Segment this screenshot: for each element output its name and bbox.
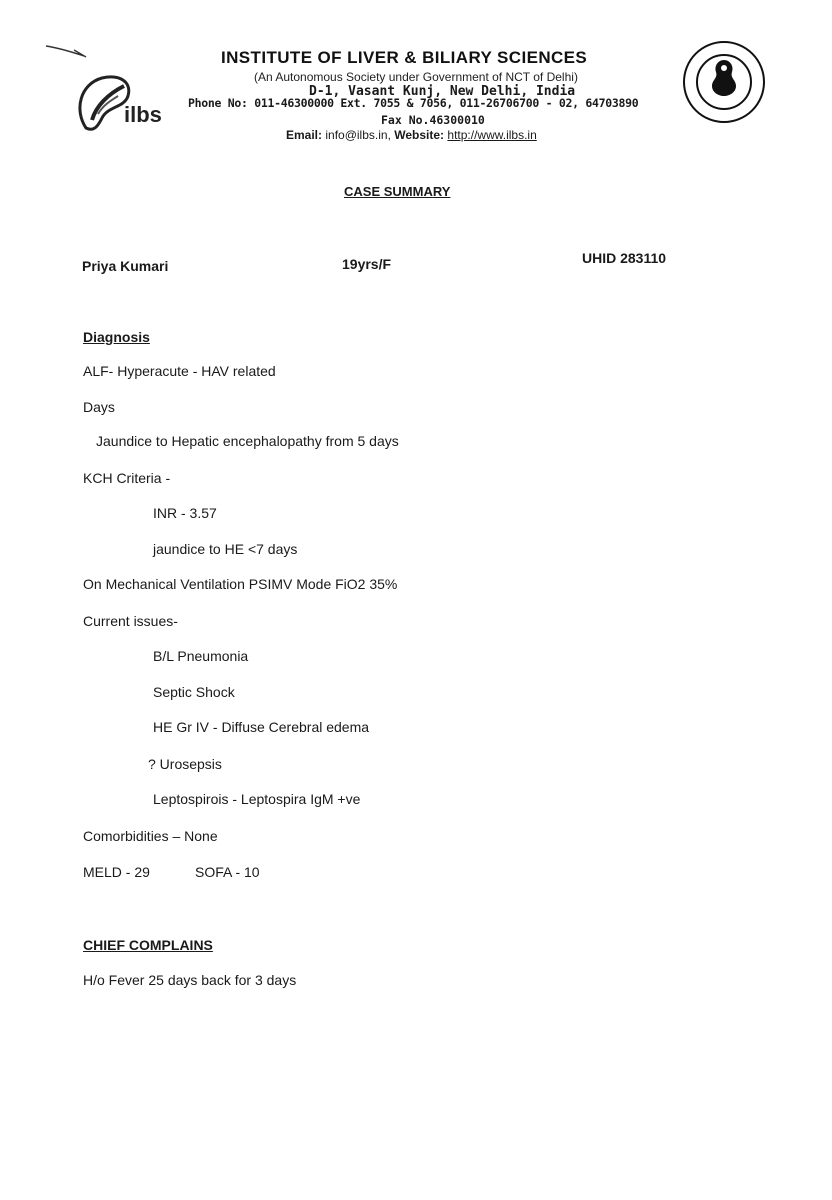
diagnosis-line: KCH Criteria - xyxy=(83,470,171,486)
patient-age-sex: 19yrs/F xyxy=(342,256,392,272)
seal-text: NABH xyxy=(712,96,736,105)
diagnosis-line: Comorbidities – None xyxy=(83,828,218,844)
diagnosis-line: Current issues- xyxy=(83,613,178,629)
chief-complaint-line: H/o Fever 25 days back for 3 days xyxy=(83,972,297,988)
website-link[interactable]: http://www.ilbs.in xyxy=(447,128,537,142)
website-label: Website: xyxy=(394,128,445,142)
diagnosis-heading: Diagnosis xyxy=(83,329,150,345)
diagnosis-line: On Mechanical Ventilation PSIMV Mode FiO2 35% xyxy=(83,576,398,592)
chief-complaints-heading: CHIEF COMPLAINS xyxy=(83,937,213,953)
diagnosis-line: jaundice to HE <7 days xyxy=(153,541,298,557)
institute-address: D-1, Vasant Kunj, New Delhi, India xyxy=(309,84,576,99)
pen-stroke-mark xyxy=(44,40,94,60)
nabh-seal-icon xyxy=(682,40,766,124)
diagnosis-line: Jaundice to Hepatic encephalopathy from 5 days xyxy=(96,433,399,449)
institute-phone: Phone No: 011-46300000 Ext. 7055 & 7056, 011-26706700 - 02, 64703890 xyxy=(188,96,639,110)
institute-subtitle: (An Autonomous Society under Government of NCT of Delhi) xyxy=(254,70,578,84)
email-value: info@ilbs.in, xyxy=(325,128,391,142)
diagnosis-line: HE Gr IV - Diffuse Cerebral edema xyxy=(153,719,370,735)
institute-fax: Fax No.46300010 xyxy=(381,113,485,127)
diagnosis-line: Septic Shock xyxy=(153,684,235,700)
patient-name: Priya Kumari xyxy=(82,258,169,274)
sofa-score: SOFA - 10 xyxy=(195,864,260,880)
patient-uhid: UHID 283110 xyxy=(582,250,667,266)
logo-text: ilbs xyxy=(124,102,162,127)
diagnosis-line: INR - 3.57 xyxy=(153,505,217,521)
diagnosis-line: B/L Pneumonia xyxy=(153,648,249,664)
diagnosis-line: Days xyxy=(83,399,115,415)
diagnosis-line: ? Urosepsis xyxy=(148,756,222,772)
email-label: Email: xyxy=(286,128,323,142)
institute-contact xyxy=(286,128,537,142)
diagnosis-line: Leptospirois - Leptospira IgM +ve xyxy=(153,791,361,807)
document-title: CASE SUMMARY xyxy=(344,184,451,199)
institute-name: INSTITUTE OF LIVER & BILIARY SCIENCES xyxy=(221,48,588,67)
diagnosis-line: ALF- Hyperacute - HAV related xyxy=(83,363,276,379)
meld-score: MELD - 29 xyxy=(83,864,150,880)
